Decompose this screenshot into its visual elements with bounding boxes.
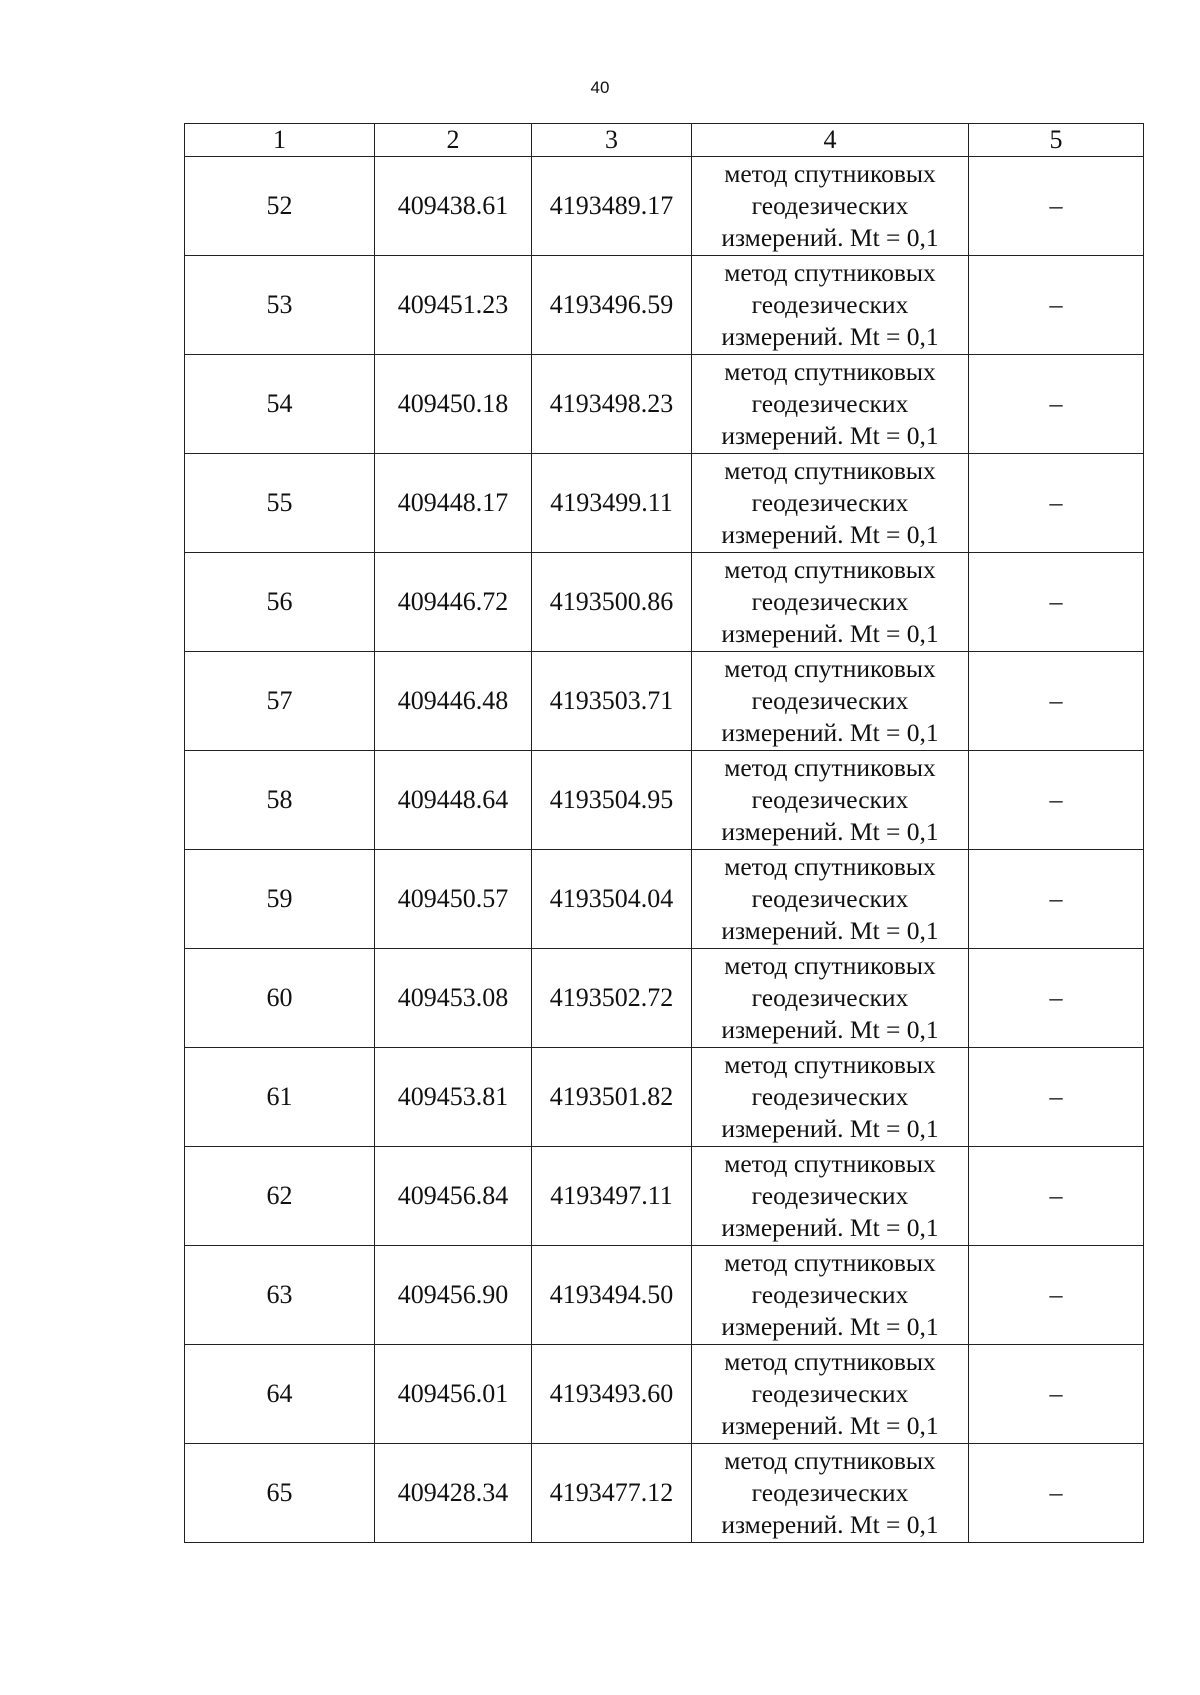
method-line: метод спутниковых [724, 1149, 936, 1178]
method-line: геодезических [751, 191, 909, 220]
note-cell: – [969, 751, 1144, 850]
point-number-cell: 56 [185, 553, 375, 652]
point-number-cell: 64 [185, 1345, 375, 1444]
method-line: метод спутниковых [724, 852, 936, 881]
note-cell: – [969, 1147, 1144, 1246]
method-line: геодезических [751, 686, 909, 715]
y-coordinate-cell: 4193500.86 [532, 553, 692, 652]
page-number: 40 [590, 78, 610, 97]
point-number-cell: 52 [185, 157, 375, 256]
table-row [185, 157, 1144, 256]
method-cell [692, 949, 969, 1048]
note-cell: – [969, 256, 1144, 355]
note-cell: – [969, 850, 1144, 949]
table-row [185, 1147, 1144, 1246]
method-line: геодезических [751, 1082, 909, 1111]
header-cell-4: 4 [692, 124, 969, 157]
y-coordinate-cell: 4193494.50 [532, 1246, 692, 1345]
method-cell [692, 652, 969, 751]
y-coordinate-cell: 4193493.60 [532, 1345, 692, 1444]
method-line: метод спутниковых [724, 654, 936, 683]
method-line: метод спутниковых [724, 1050, 936, 1079]
table-row [185, 1048, 1144, 1147]
method-line: измерений. Mt = 0,1 [721, 421, 939, 450]
method-line: измерений. Mt = 0,1 [721, 1015, 939, 1044]
method-cell [692, 850, 969, 949]
header-cell-2: 2 [375, 124, 532, 157]
method-line: измерений. Mt = 0,1 [721, 520, 939, 549]
method-cell [692, 157, 969, 256]
method-line: метод спутниковых [724, 258, 936, 287]
x-coordinate-cell: 409450.57 [375, 850, 532, 949]
table-row [185, 1246, 1144, 1345]
coordinates-table [184, 123, 1144, 1543]
method-line: геодезических [751, 587, 909, 616]
table-row [185, 553, 1144, 652]
note-cell: – [969, 1444, 1144, 1543]
method-line: геодезических [751, 488, 909, 517]
point-number-cell: 55 [185, 454, 375, 553]
note-cell: – [969, 1048, 1144, 1147]
method-line: метод спутниковых [724, 1248, 936, 1277]
point-number-cell: 62 [185, 1147, 375, 1246]
point-number-cell: 61 [185, 1048, 375, 1147]
point-number-cell: 65 [185, 1444, 375, 1543]
method-line: метод спутниковых [724, 555, 936, 584]
method-line: геодезических [751, 983, 909, 1012]
point-number-cell: 60 [185, 949, 375, 1048]
method-line: метод спутниковых [724, 456, 936, 485]
x-coordinate-cell: 409456.01 [375, 1345, 532, 1444]
method-line: измерений. Mt = 0,1 [721, 817, 939, 846]
method-cell [692, 1048, 969, 1147]
method-line: измерений. Mt = 0,1 [721, 1312, 939, 1341]
method-line: измерений. Mt = 0,1 [721, 718, 939, 747]
method-line: измерений. Mt = 0,1 [721, 322, 939, 351]
method-cell [692, 751, 969, 850]
method-line: измерений. Mt = 0,1 [721, 1510, 939, 1539]
method-line: метод спутниковых [724, 1446, 936, 1475]
x-coordinate-cell: 409428.34 [375, 1444, 532, 1543]
method-line: измерений. Mt = 0,1 [721, 916, 939, 945]
table-row [185, 454, 1144, 553]
y-coordinate-cell: 4193501.82 [532, 1048, 692, 1147]
y-coordinate-cell: 4193497.11 [532, 1147, 692, 1246]
method-line: измерений. Mt = 0,1 [721, 1114, 939, 1143]
method-cell [692, 1345, 969, 1444]
point-number-cell: 63 [185, 1246, 375, 1345]
point-number-cell: 54 [185, 355, 375, 454]
note-cell: – [969, 949, 1144, 1048]
y-coordinate-cell: 4193504.04 [532, 850, 692, 949]
table-row [185, 256, 1144, 355]
note-cell: – [969, 652, 1144, 751]
table-row [185, 850, 1144, 949]
method-line: метод спутниковых [724, 357, 936, 386]
method-cell [692, 256, 969, 355]
y-coordinate-cell: 4193498.23 [532, 355, 692, 454]
method-line: геодезических [751, 884, 909, 913]
table-row [185, 1345, 1144, 1444]
x-coordinate-cell: 409446.72 [375, 553, 532, 652]
method-line: геодезических [751, 1478, 909, 1507]
point-number-cell: 58 [185, 751, 375, 850]
table-row [185, 1444, 1144, 1543]
x-coordinate-cell: 409456.90 [375, 1246, 532, 1345]
method-cell [692, 454, 969, 553]
table-row [185, 949, 1144, 1048]
x-coordinate-cell: 409456.84 [375, 1147, 532, 1246]
y-coordinate-cell: 4193503.71 [532, 652, 692, 751]
y-coordinate-cell: 4193499.11 [532, 454, 692, 553]
x-coordinate-cell: 409448.64 [375, 751, 532, 850]
method-line: метод спутниковых [724, 753, 936, 782]
method-line: измерений. Mt = 0,1 [721, 619, 939, 648]
note-cell: – [969, 1246, 1144, 1345]
method-cell [692, 1246, 969, 1345]
y-coordinate-cell: 4193504.95 [532, 751, 692, 850]
note-cell: – [969, 355, 1144, 454]
method-cell [692, 1147, 969, 1246]
table-header-row [185, 124, 1144, 157]
method-line: геодезических [751, 785, 909, 814]
method-line: геодезических [751, 389, 909, 418]
method-line: измерений. Mt = 0,1 [721, 1213, 939, 1242]
point-number-cell: 59 [185, 850, 375, 949]
method-cell [692, 553, 969, 652]
x-coordinate-cell: 409453.81 [375, 1048, 532, 1147]
point-number-cell: 57 [185, 652, 375, 751]
x-coordinate-cell: 409438.61 [375, 157, 532, 256]
note-cell: – [969, 1345, 1144, 1444]
table-row [185, 652, 1144, 751]
x-coordinate-cell: 409448.17 [375, 454, 532, 553]
header-cell-3: 3 [532, 124, 692, 157]
header-cell-1: 1 [185, 124, 375, 157]
x-coordinate-cell: 409446.48 [375, 652, 532, 751]
method-line: геодезических [751, 1379, 909, 1408]
x-coordinate-cell: 409453.08 [375, 949, 532, 1048]
table-row [185, 751, 1144, 850]
x-coordinate-cell: 409450.18 [375, 355, 532, 454]
method-line: измерений. Mt = 0,1 [721, 223, 939, 252]
point-number-cell: 53 [185, 256, 375, 355]
note-cell: – [969, 454, 1144, 553]
y-coordinate-cell: 4193496.59 [532, 256, 692, 355]
method-line: геодезических [751, 290, 909, 319]
method-cell [692, 1444, 969, 1543]
y-coordinate-cell: 4193502.72 [532, 949, 692, 1048]
y-coordinate-cell: 4193477.12 [532, 1444, 692, 1543]
header-cell-5: 5 [969, 124, 1144, 157]
method-line: геодезических [751, 1280, 909, 1309]
y-coordinate-cell: 4193489.17 [532, 157, 692, 256]
method-line: геодезических [751, 1181, 909, 1210]
note-cell: – [969, 553, 1144, 652]
method-line: метод спутниковых [724, 1347, 936, 1376]
x-coordinate-cell: 409451.23 [375, 256, 532, 355]
table-row [185, 355, 1144, 454]
method-line: метод спутниковых [724, 159, 936, 188]
table-body [185, 124, 1144, 1543]
method-cell [692, 355, 969, 454]
method-line: измерений. Mt = 0,1 [721, 1411, 939, 1440]
note-cell: – [969, 157, 1144, 256]
method-line: метод спутниковых [724, 951, 936, 980]
